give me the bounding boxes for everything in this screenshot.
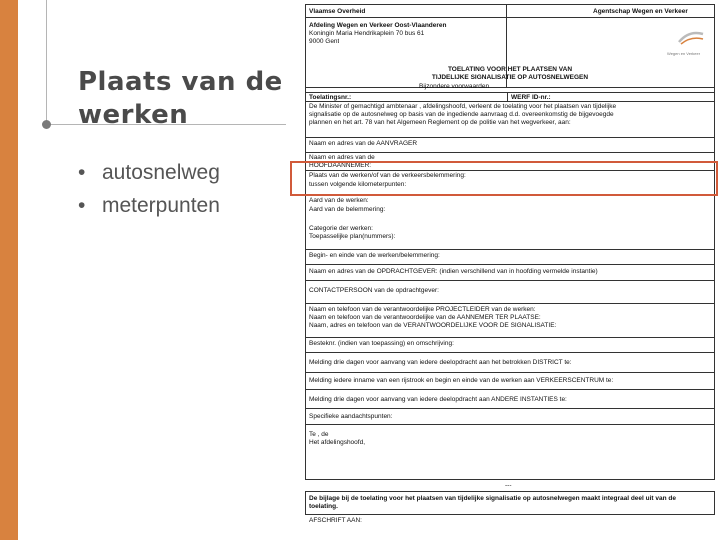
doc-header-left: Vlaamse Overheid: [309, 8, 366, 15]
doc-field-label: tussen volgende kilometerpunten:: [309, 181, 407, 188]
bullet-item: • meterpunten: [78, 194, 220, 217]
doc-field-label: Melding iedere inname van een rijstrook en begin en einde van de werken aan VERKEERSCENTRUM te:: [309, 377, 614, 384]
doc-field-label: Naam en adres van de OPDRACHTGEVER: (indien verschillend van in hoofding vermelde instantie): [309, 268, 598, 275]
agency-logo-icon: [675, 28, 705, 50]
doc-field-label: Naam en adres van de: [309, 154, 375, 161]
doc-copy-to: AFSCHRIFT AAN:: [309, 517, 362, 524]
doc-field-label: Toelatingsnr.:: [309, 94, 352, 101]
doc-field-label: Specifieke aandachtspunten:: [309, 413, 393, 420]
doc-field-label: Toepasselijke plan(nummers):: [309, 233, 396, 240]
doc-field-label: Naam, adres en telefoon van de VERANTWOORDELIJKE VOOR DE SIGNALISATIE:: [309, 322, 557, 329]
doc-dashes: ---: [505, 482, 512, 489]
doc-body-box: [305, 88, 715, 480]
decor-vertical-line: [46, 0, 47, 126]
doc-field-label: Melding drie dagen voor aanvang van iedere deelopdracht aan ANDERE INSTANTIES te:: [309, 396, 567, 403]
doc-field-label: Naam en adres van de AANVRAGER: [309, 140, 418, 147]
doc-field-label: Plaats van de werken/of van de verkeersbelemmering:: [309, 172, 466, 179]
doc-address-line: Koningin Maria Hendrikaplein 70 bus 61: [309, 30, 425, 37]
logo-caption: Wegen en Verkeer: [667, 52, 701, 56]
doc-signature-title: Het afdelingshoofd,: [309, 439, 366, 446]
doc-field-label: CONTACTPERSOON van de opdrachtgever:: [309, 287, 439, 294]
doc-field-label: Naam en telefoon van de verantwoordelijke van de AANNEMER TER PLAATSE:: [309, 314, 541, 321]
doc-text: De Minister of gemachtigd ambtenaar , afdelingshoofd, verleent de toelating voor het plaatsen van tijdelijke: [309, 103, 617, 110]
doc-field-label: WERF ID-nr.:: [511, 94, 551, 101]
doc-field-label: Besteknr. (indien van toepassing) en omschrijving:: [309, 340, 454, 347]
doc-footer-text: De bijlage bij de toelating voor het plaatsen van tijdelijke signalisatie op autosnelwegen maakt integraal deel uit van de: [309, 495, 676, 502]
doc-field-label: Categorie der werken:: [309, 225, 373, 232]
bullet-text: autosnelweg: [102, 161, 220, 184]
accent-bar: [0, 0, 18, 540]
doc-field-label: Aard van de werken:: [309, 197, 369, 204]
doc-address-line: Afdeling Wegen en Verkeer Oost-Vlaanderen: [309, 22, 447, 29]
bullet-text: meterpunten: [102, 194, 220, 217]
doc-field-label: Naam en telefoon van de verantwoordelijke PROJECTLEIDER van de werken:: [309, 306, 536, 313]
bullet-list: [78, 156, 220, 222]
doc-field-label: Aard van de belemmering:: [309, 206, 386, 213]
doc-header-rule: [305, 17, 715, 18]
doc-title: TIJDELIJKE SIGNALISATIE OP AUTOSNELWEGEN: [431, 74, 589, 81]
doc-footer-text: toelating.: [309, 503, 338, 510]
doc-header-right: Agentschap Wegen en Verkeer: [593, 8, 688, 15]
doc-text: signalisatie op de autosnelweg op basis van de ingediende aanvraag d.d. overeenkomstig de bijgevoegde: [309, 111, 614, 118]
doc-signature-place: Te , de: [309, 431, 329, 438]
doc-title: TOELATING VOOR HET PLAATSEN VAN: [447, 66, 573, 73]
bullet-item: • autosnelweg: [78, 161, 220, 184]
decor-dot: [42, 120, 51, 129]
highlight-box: [290, 161, 718, 196]
slide-title: Plaats van de werken: [78, 67, 283, 130]
doc-subtitle: Bijzondere voorwaarden: [419, 83, 490, 90]
doc-text: plannen en het art. 78 van het Algemeen Reglement op de politie van het wegverkeer, aan:: [309, 119, 571, 126]
doc-field-label: HOOFDAANNEMER:: [309, 162, 372, 169]
doc-field-label: Begin- en einde van de werken/belemmering:: [309, 252, 440, 259]
doc-body-divider: [507, 92, 508, 101]
permit-document: [305, 4, 715, 536]
doc-field-label: Melding drie dagen voor aanvang van iedere deelopdracht aan het betrokken DISTRICT te:: [309, 359, 572, 366]
doc-address-line: 9000 Gent: [309, 38, 340, 45]
